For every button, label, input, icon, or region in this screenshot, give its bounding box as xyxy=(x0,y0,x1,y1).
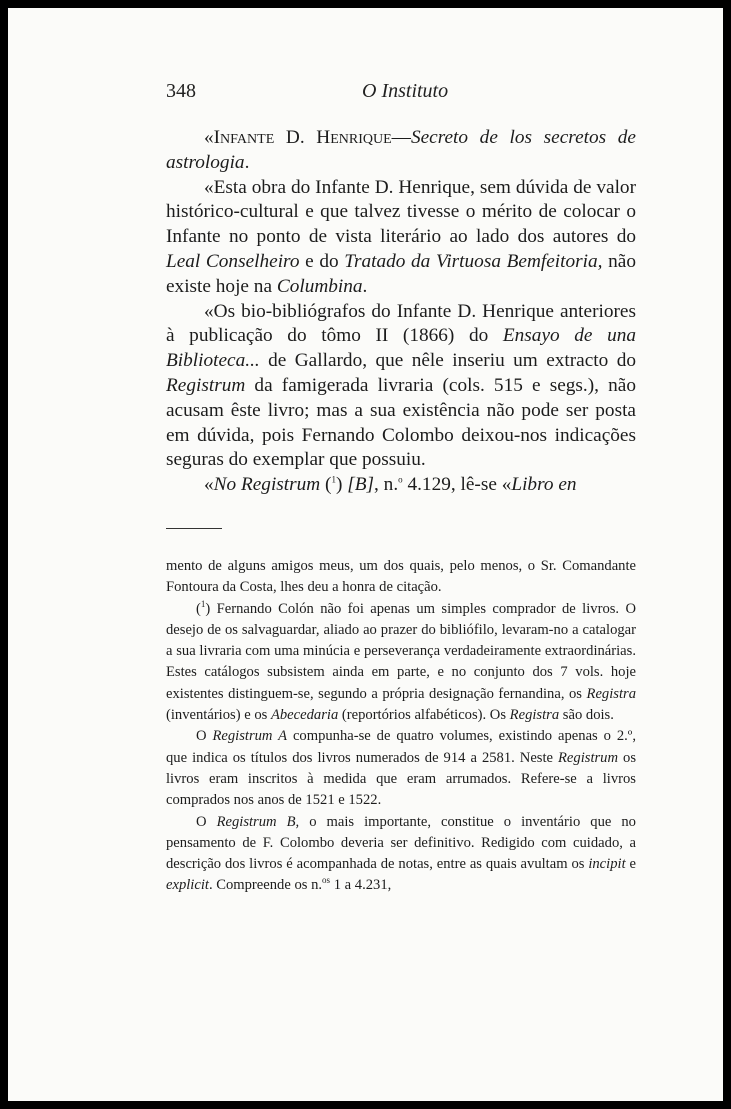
footnote-marker: 1 xyxy=(331,474,336,485)
paragraph: «Infante D. Henrique—Secreto de los secretos de astrologia. xyxy=(166,127,636,173)
paragraph: «No Registrum ($^1$) [B], n.$^o$ 4.129, lê-se «Libro en xyxy=(204,474,577,496)
page-header xyxy=(166,80,636,110)
paragraph: «Os bio-bibliógrafos do Infante D. Henrique anteriores à publicação do tômo II (1866) do Ensayo de una Biblioteca... de Gallardo, que nêle inseriu um extracto do Registrum da famigerada livraria (cols. 515 e segs.), não acusam êste livro; mas a sua existência não pode ser posta em dúvida, pois Fernando Colombo deixou-nos indicações seguras do exemplar que possuiu. xyxy=(166,300,636,471)
footnote-continuation: mento de alguns amigos meus, um dos quais, pelo menos, o Sr. Comandante Fontoura da Costa, lhes deu a honra de citação. xyxy=(166,558,636,596)
footnote: ($^1$) Fernando Colón não foi apenas um simples comprador de livros. O desejo de os salvaguardar, aliado ao prazer do bibliófilo, levaram-no a catalogar a sua livraria com uma minúcia e perseverança verdadeiramente extraordinárias. Estes catálogos subsistem ainda em parte, e no conjunto dos 7 vols. hoje existentes distinguem-se, segundo a própria designação fernandina, os Registra (inventários) e os Abecedaria (reportórios alfabéticos). Os Registra são dois. xyxy=(166,598,636,724)
book-page xyxy=(8,8,723,1101)
footnotes xyxy=(166,556,636,897)
page-number: 348 xyxy=(166,80,196,102)
footnote-paragraph: O Registrum A compunha-se de quatro volumes, existindo apenas o 2.º, que indica os títulos dos livros numerados de 914 a 2581. Neste Registrum os livros eram inscritos à medida que eram arrumados. Refere-se a livros comprados nos anos de 1521 e 1522. xyxy=(166,728,636,809)
main-text xyxy=(166,126,636,498)
footnote-paragraph: O Registrum B, o mais importante, constitue o inventário que no pensamento de F. Colombo deveria ser definitivo. Redigido com cuidado, a descrição dos livros é acompanhada de notas, entre as quais avultam os incipit e explicit. Compreende os n.$^{os}$ 1 a 4.231, xyxy=(166,813,636,894)
footnote-divider xyxy=(166,528,222,529)
running-title: O Instituto xyxy=(362,80,449,102)
paragraph: «Esta obra do Infante D. Henrique, sem dúvida de valor histórico-cultural e que talvez tivesse o mérito de colocar o Infante no ponto de vista literário ao lado dos autores do Leal Conselheiro e do Tratado da Virtuosa Bemfeitoria, não existe hoje na Columbina. xyxy=(166,176,636,297)
